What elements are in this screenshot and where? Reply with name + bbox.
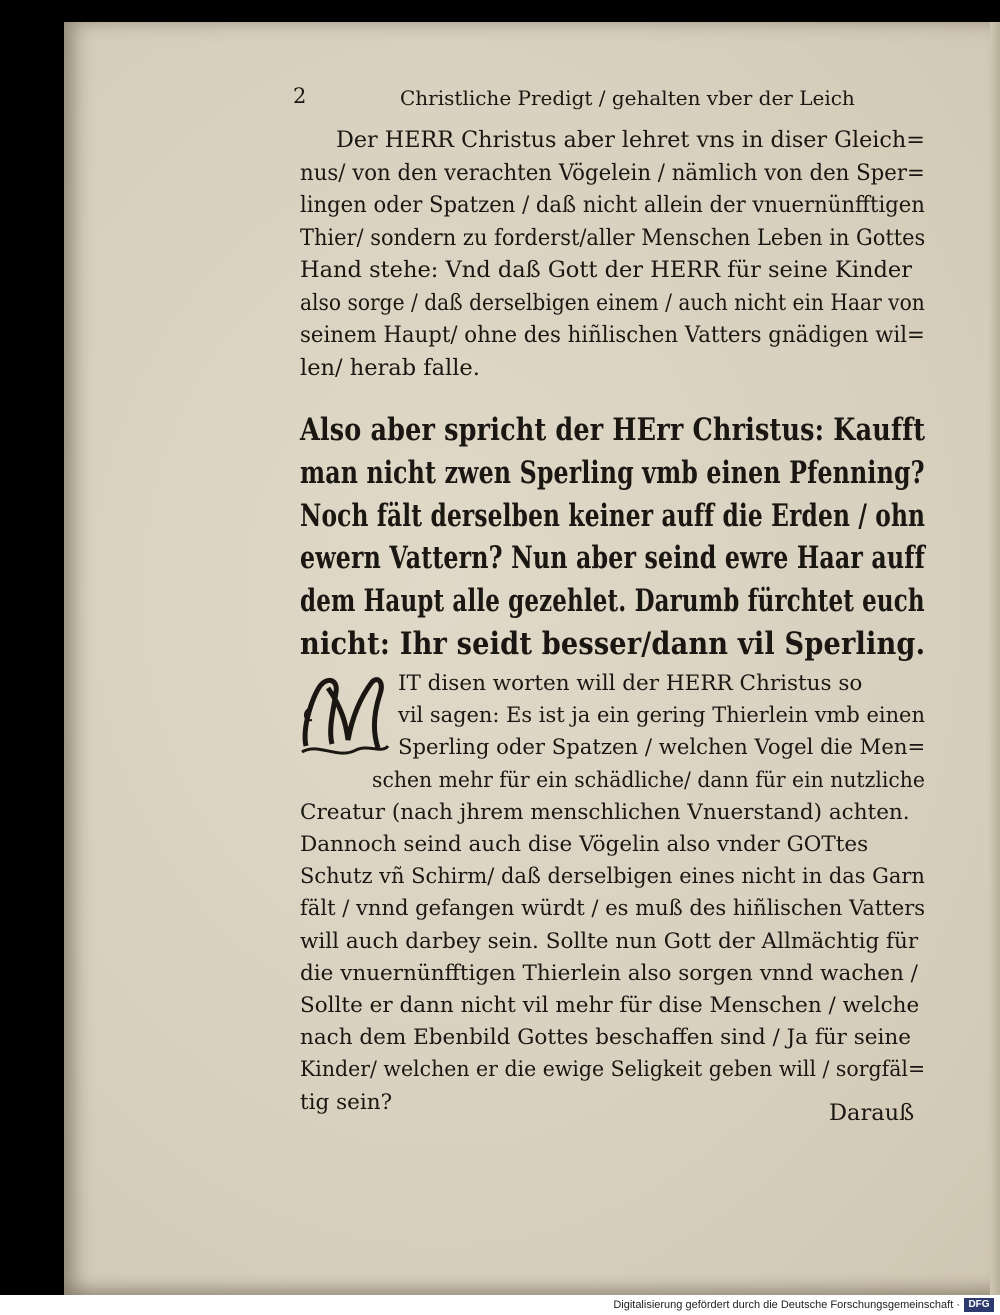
- paragraph2-line: Sperling oder Spatzen / welchen Vogel die Men=: [398, 735, 926, 760]
- running-title: Christliche Predigt / gehalten vber der Leich: [400, 86, 855, 110]
- paragraph2-line: schen mehr für ein schädliche/ dann für ein nutzliche: [372, 768, 925, 793]
- paragraph2-line: vil sagen: Es ist ja ein gering Thierlein vmb einen: [398, 703, 925, 728]
- paragraph2-line: nach dem Ebenbild Gottes beschaffen sind / Ja für seine: [300, 1025, 911, 1050]
- paragraph2-line: Dannoch seind auch dise Vögelin also vnder GOTtes: [300, 832, 869, 857]
- paragraph1-line: Hand stehe: Vnd daß Gott der HERR für seine Kinder: [300, 257, 912, 283]
- paragraph2-line: Creatur (nach jhrem menschlichen Vnuerstand) achten.: [300, 800, 910, 825]
- quote-line: ewern Vattern? Nun aber seind ewre Haar auff: [300, 540, 925, 576]
- paragraph2-line: tig sein?: [300, 1090, 393, 1115]
- ornamental-initial: [298, 668, 390, 760]
- paragraph1-line: Thier/ sondern zu forderst/aller Menschen Leben in Gottes: [300, 225, 926, 251]
- paragraph2-line: die vnuernünfftigen Thierlein also sorgen vnnd wachen /: [300, 961, 918, 986]
- dfg-logo: DFG: [964, 1298, 994, 1312]
- quote-line: man nicht zwen Sperling vmb einen Pfenning?: [300, 455, 925, 491]
- paragraph1-line: Der HERR Christus aber lehret vns in diser Gleich=: [336, 127, 925, 153]
- paragraph1-line: also sorge / daß derselbigen einem / auch nicht ein Haar von: [300, 290, 925, 316]
- paragraph2-line: Schutz vñ Schirm/ daß derselbigen eines nicht in das Garn: [300, 864, 925, 889]
- paragraph2-line: Kinder/ welchen er die ewige Seligkeit geben will / sorgfäl=: [300, 1057, 926, 1082]
- quote-line: Also aber spricht der HErr Christus: Kaufft: [300, 412, 926, 448]
- paragraph1-line: seinem Haupt/ ohne des hiñlischen Vatters gnädigen wil=: [300, 322, 925, 348]
- page-number: 2: [293, 84, 307, 108]
- paragraph2-line: IT disen worten will der HERR Christus so: [398, 671, 863, 696]
- quote-line: dem Haupt alle gezehlet. Darumb fürchtet euch: [300, 583, 925, 619]
- funding-credit: Digitalisierung gefördert durch die Deutsche Forschungsgemeinschaft ·: [613, 1299, 960, 1311]
- paragraph1-line: lingen oder Spatzen / daß nicht allein der vnuernünfftigen: [300, 192, 925, 218]
- paragraph2-line: Sollte er dann nicht vil mehr für dise Menschen / welche: [300, 993, 920, 1018]
- paragraph1-line: nus/ von den verachten Vögelein / nämlich von den Sper=: [300, 160, 925, 186]
- catchword: Darauß: [829, 1100, 915, 1126]
- paragraph2-line: will auch darbey sein. Sollte nun Gott der Allmächtig für: [300, 929, 919, 954]
- page-edge: [990, 22, 1000, 1295]
- quote-line: Noch fält derselben keiner auff die Erden / ohn: [300, 498, 926, 534]
- paragraph1-line: len/ herab falle.: [300, 355, 480, 381]
- paragraph2-line: fält / vnnd gefangen würdt / es muß des hiñlischen Vatters: [300, 896, 926, 921]
- quote-line: nicht: Ihr seidt besser/dann vil Sperling.: [300, 626, 926, 662]
